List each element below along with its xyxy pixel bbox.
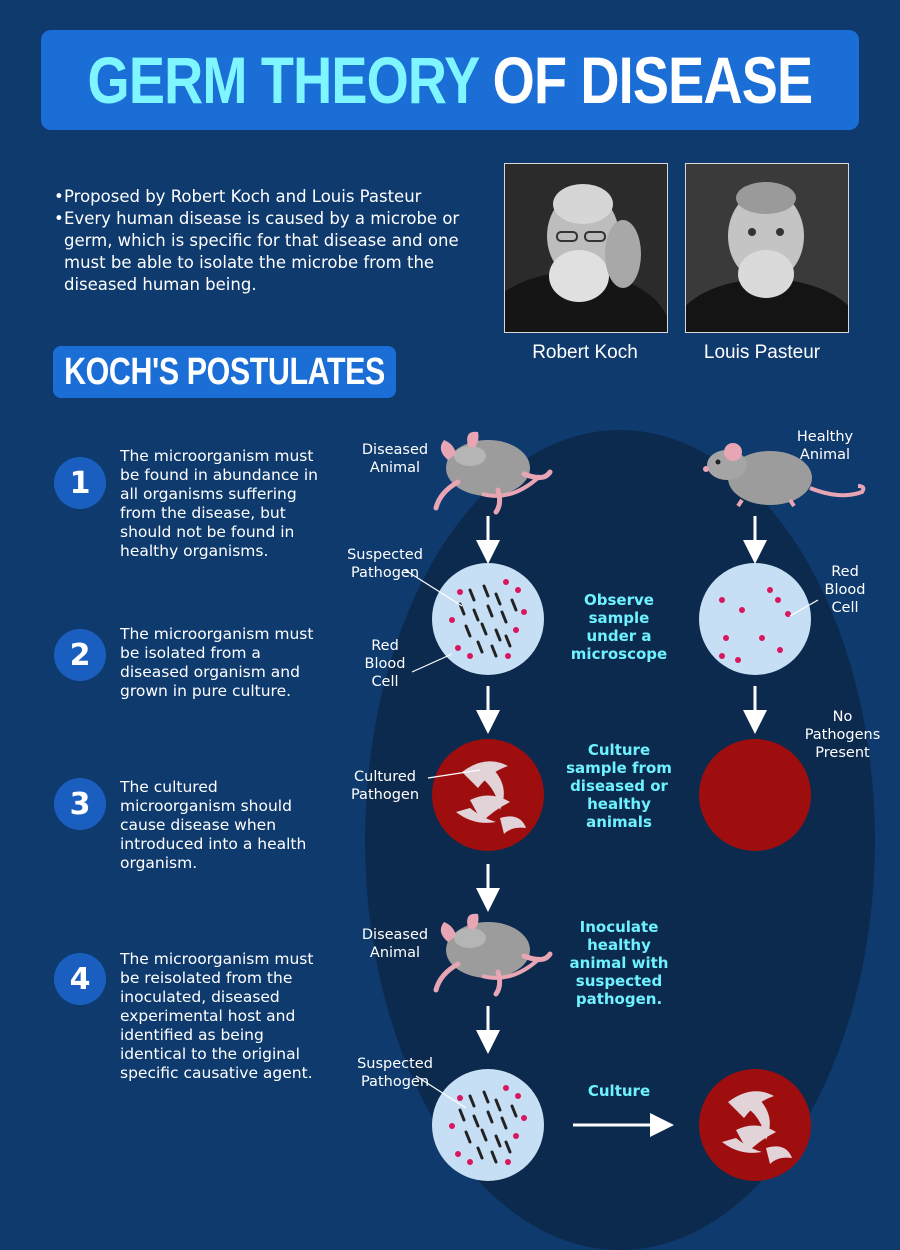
culture-plate-final [699, 1069, 811, 1181]
step-culture-sample: Culture sample from diseased or healthy animals [566, 741, 672, 831]
culture-plate-cultured [432, 739, 544, 851]
portrait-name-koch: Robert Koch [532, 342, 638, 363]
postulate-text-2: The microorganism must be isolated from a diseased organism and grown in pure culture. [120, 625, 314, 700]
label-diseased-animal: Diseased Animal [361, 442, 429, 476]
intro-bullet-text: Every human disease is caused by a microbe or germ, which is specific for that disease and one must be able to isolate the microbe from the diseased human being. [64, 209, 460, 294]
label-red-blood-cell-right: Red Blood Cell [824, 564, 866, 616]
label-no-pathogens: No Pathogens Present [804, 709, 881, 761]
label-red-blood-cell-left: Red Blood Cell [364, 638, 406, 690]
intro-bullet: • Proposed by Robert Koch and Louis Pasteur [54, 187, 422, 206]
postulate-text-3: The cultured microorganism should cause disease when introduced into a health organism. [120, 778, 307, 872]
sample-diseased-circle [432, 563, 544, 675]
diseased-animal-icon [436, 432, 550, 512]
title-part-2: OF DISEASE [492, 43, 813, 117]
postulate-number-2: 2 [54, 629, 106, 681]
label-cultured-pathogen: Cultured Pathogen [350, 769, 420, 803]
step-observe: Observe sample under a microscope [570, 591, 668, 663]
postulate-number-4: 4 [54, 953, 106, 1005]
intro-bullet-text: Proposed by Robert Koch and Louis Pasteur [64, 187, 422, 206]
postulate-text-4: The microorganism must be reisolated from the inoculated, diseased experimental host and identified as being identical to the original specific causative agent. [120, 950, 314, 1082]
sample-healthy-circle [699, 563, 811, 675]
label-healthy-animal: Healthy Animal [796, 429, 854, 463]
postulate-number-1: 1 [54, 457, 106, 509]
sample-reisolated-circle [432, 1069, 544, 1181]
intro-bullet: • Every human disease is caused by a microbe or germ, which is specific for that disease and one must be able to isolate the microbe from the diseased human being. [54, 208, 484, 296]
postulates-heading: KOCH'S POSTULATES [64, 350, 385, 393]
postulate-number-3: 3 [54, 778, 106, 830]
title-part-1: GERM THEORY [87, 43, 479, 117]
step-culture: Culture [587, 1082, 651, 1100]
label-suspected-pathogen: Suspected Pathogen [347, 547, 423, 581]
portrait-name-pasteur: Louis Pasteur [703, 342, 821, 363]
diseased-animal-icon-2 [436, 914, 550, 994]
label-diseased-animal-2: Diseased Animal [361, 927, 429, 961]
step-inoculate: Inoculate healthy animal with suspected pathogen. [569, 918, 669, 1008]
label-suspected-pathogen-2: Suspected Pathogen [357, 1056, 433, 1090]
postulate-text-1: The microorganism must be found in abundance in all organisms suffering from the disease, but should not be found in healthy organisms. [120, 447, 318, 560]
